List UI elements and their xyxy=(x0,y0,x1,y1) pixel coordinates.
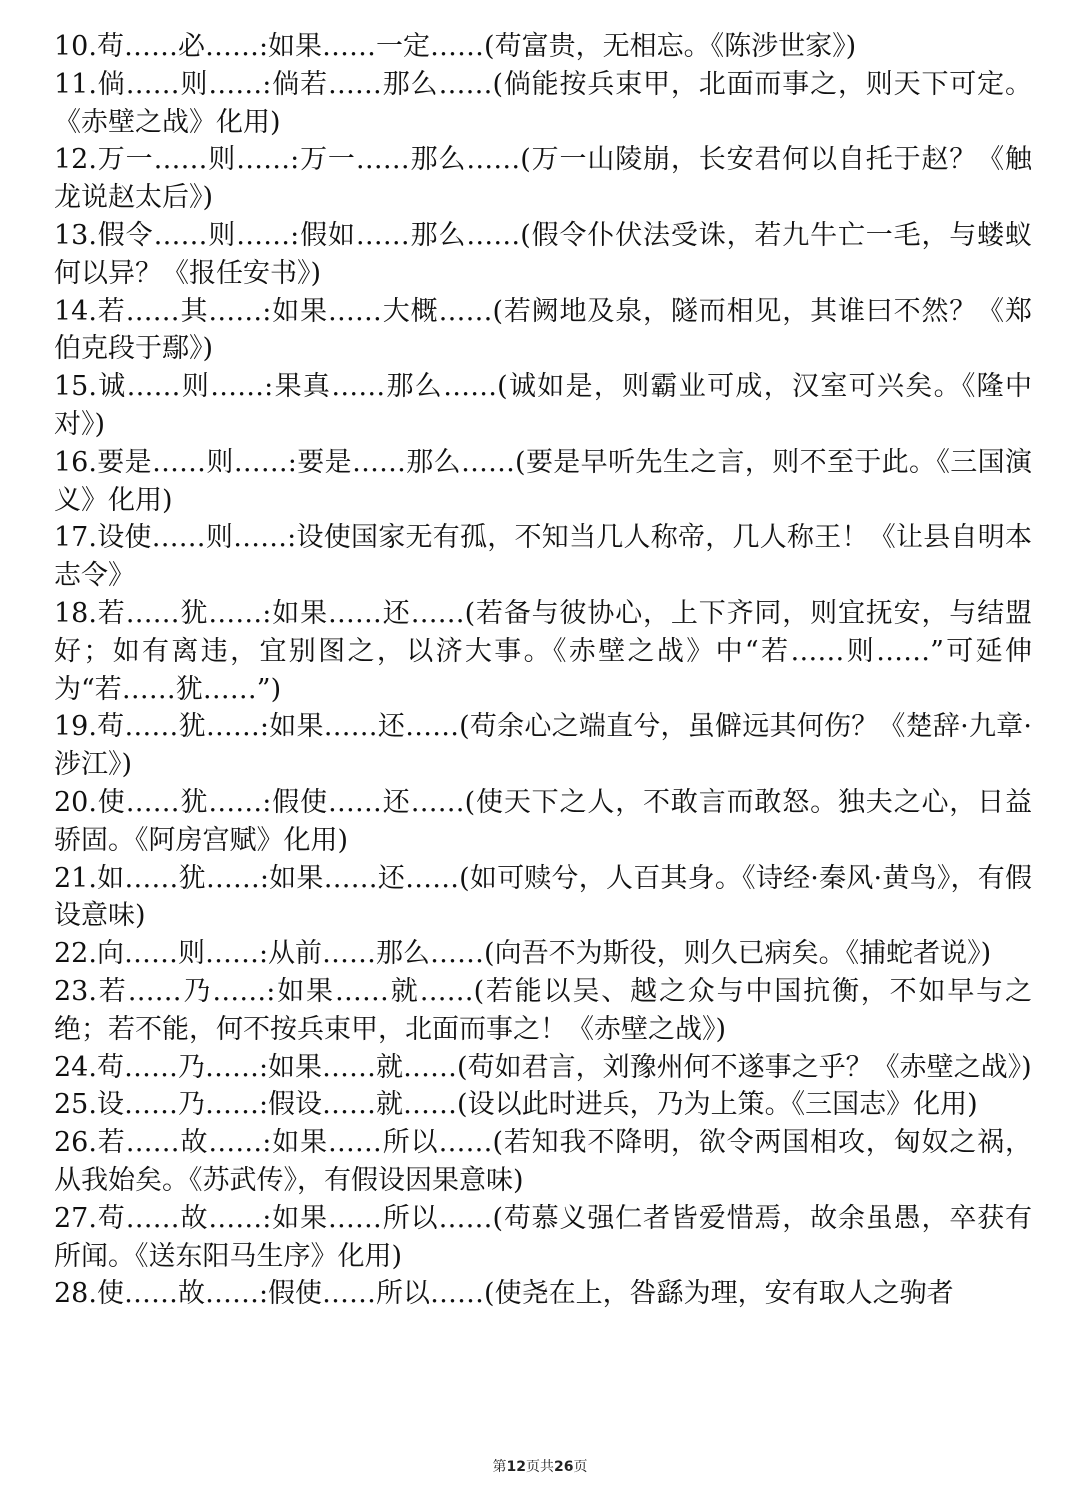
list-item: 19.苟……犹……:如果……还……(苟余心之端直兮，虽僻远其何伤？《楚辞·九章·涉江》) xyxy=(54,711,1032,781)
list-item: 21.如……犹……:如果……还……(如可赎兮，人百其身。《诗经·秦风·黄鸟》，有假设意味) xyxy=(54,862,1032,932)
list-item: 10.苟……必……:如果……一定……(苟富贵，无相忘。《陈涉世家》) xyxy=(54,31,857,62)
list-item: 22.向……则……:从前……那么……(向吾不为斯役，则久已病矣。《捕蛇者说》) xyxy=(54,938,992,970)
list-item: 11.倘……则……:倘若……那么……(倘能按兵束甲，北面而事之，则天下可定。《赤壁之战》化用) xyxy=(54,68,1032,138)
list-item: 23.若……乃……:如果……就……(若能以吴、越之众与中国抗衡，不如早与之绝；若不能，何不按兵束甲，北面而事之！《赤壁之战》) xyxy=(54,975,1032,1045)
page-number-footer xyxy=(0,1456,1080,1476)
footer-total-pages: 26 xyxy=(554,1459,574,1475)
list-item: 13.假令……则……:假如……那么……(假令仆伏法受诛，若九牛亡一毛，与蝼蚁何以异？《报任安书》) xyxy=(54,219,1032,289)
list-item: 14.若……其……:如果……大概……(若阙地及泉，隧而相见，其谁曰不然？《郑伯克段于鄢》) xyxy=(54,295,1032,365)
list-item: 24.苟……乃……:如果……就……(苟如君言，刘豫州何不遂事之乎？《赤壁之战》) xyxy=(54,1051,1032,1083)
list-item: 28.使……故……:假使……所以……(使尧在上，咎繇为理，安有取人之驹者 xyxy=(54,1278,954,1310)
footer-suffix: 页 xyxy=(573,1459,588,1475)
list-item: 12.万一……则……:万一……那么……(万一山陵崩，长安君何以自托于赵？《触龙说赵太后》) xyxy=(54,144,1032,214)
list-item: 20.使……犹……:假使……还……(使天下之人，不敢言而敢怒。独夫之心，日益骄固。《阿房宫赋》化用) xyxy=(54,786,1032,856)
footer-page-number: 12 xyxy=(506,1459,526,1475)
list-item: 27.苟……故……:如果……所以……(苟慕义强仁者皆爱惜焉，故余虽愚，卒获有所闻。《送东阳马生序》化用) xyxy=(54,1202,1032,1272)
list-item: 17.设使……则……:设使国家无有孤，不知当几人称帝，几人称王！《让县自明本志令》 xyxy=(54,522,1032,592)
list-item: 15.诚……则……:果真……那么……(诚如是，则霸业可成，汉室可兴矣。《隆中对》) xyxy=(54,371,1032,440)
footer-middle: 页共 xyxy=(526,1459,554,1475)
list-item: 18.若……犹……:如果……还……(若备与彼协心，上下齐同，则宜抚安，与结盟好；如有离违，宜别图之，以济大事。《赤壁之战》中“若……则……”可延伸为“若……犹……”) xyxy=(54,597,1032,705)
footer-prefix: 第 xyxy=(492,1459,507,1475)
list-item: 25.设……乃……:假设……就……(设以此时进兵，乃为上策。《三国志》化用) xyxy=(54,1089,978,1121)
document-body xyxy=(54,28,1032,1313)
list-item: 26.若……故……:如果……所以……(若知我不降明，欲令两国相攻，匈奴之祸，从我始矣。《苏武传》，有假设因果意味) xyxy=(54,1127,1032,1196)
list-item: 16.要是……则……:要是……那么……(要是早听先生之言，则不至于此。《三国演义》化用) xyxy=(54,446,1032,516)
